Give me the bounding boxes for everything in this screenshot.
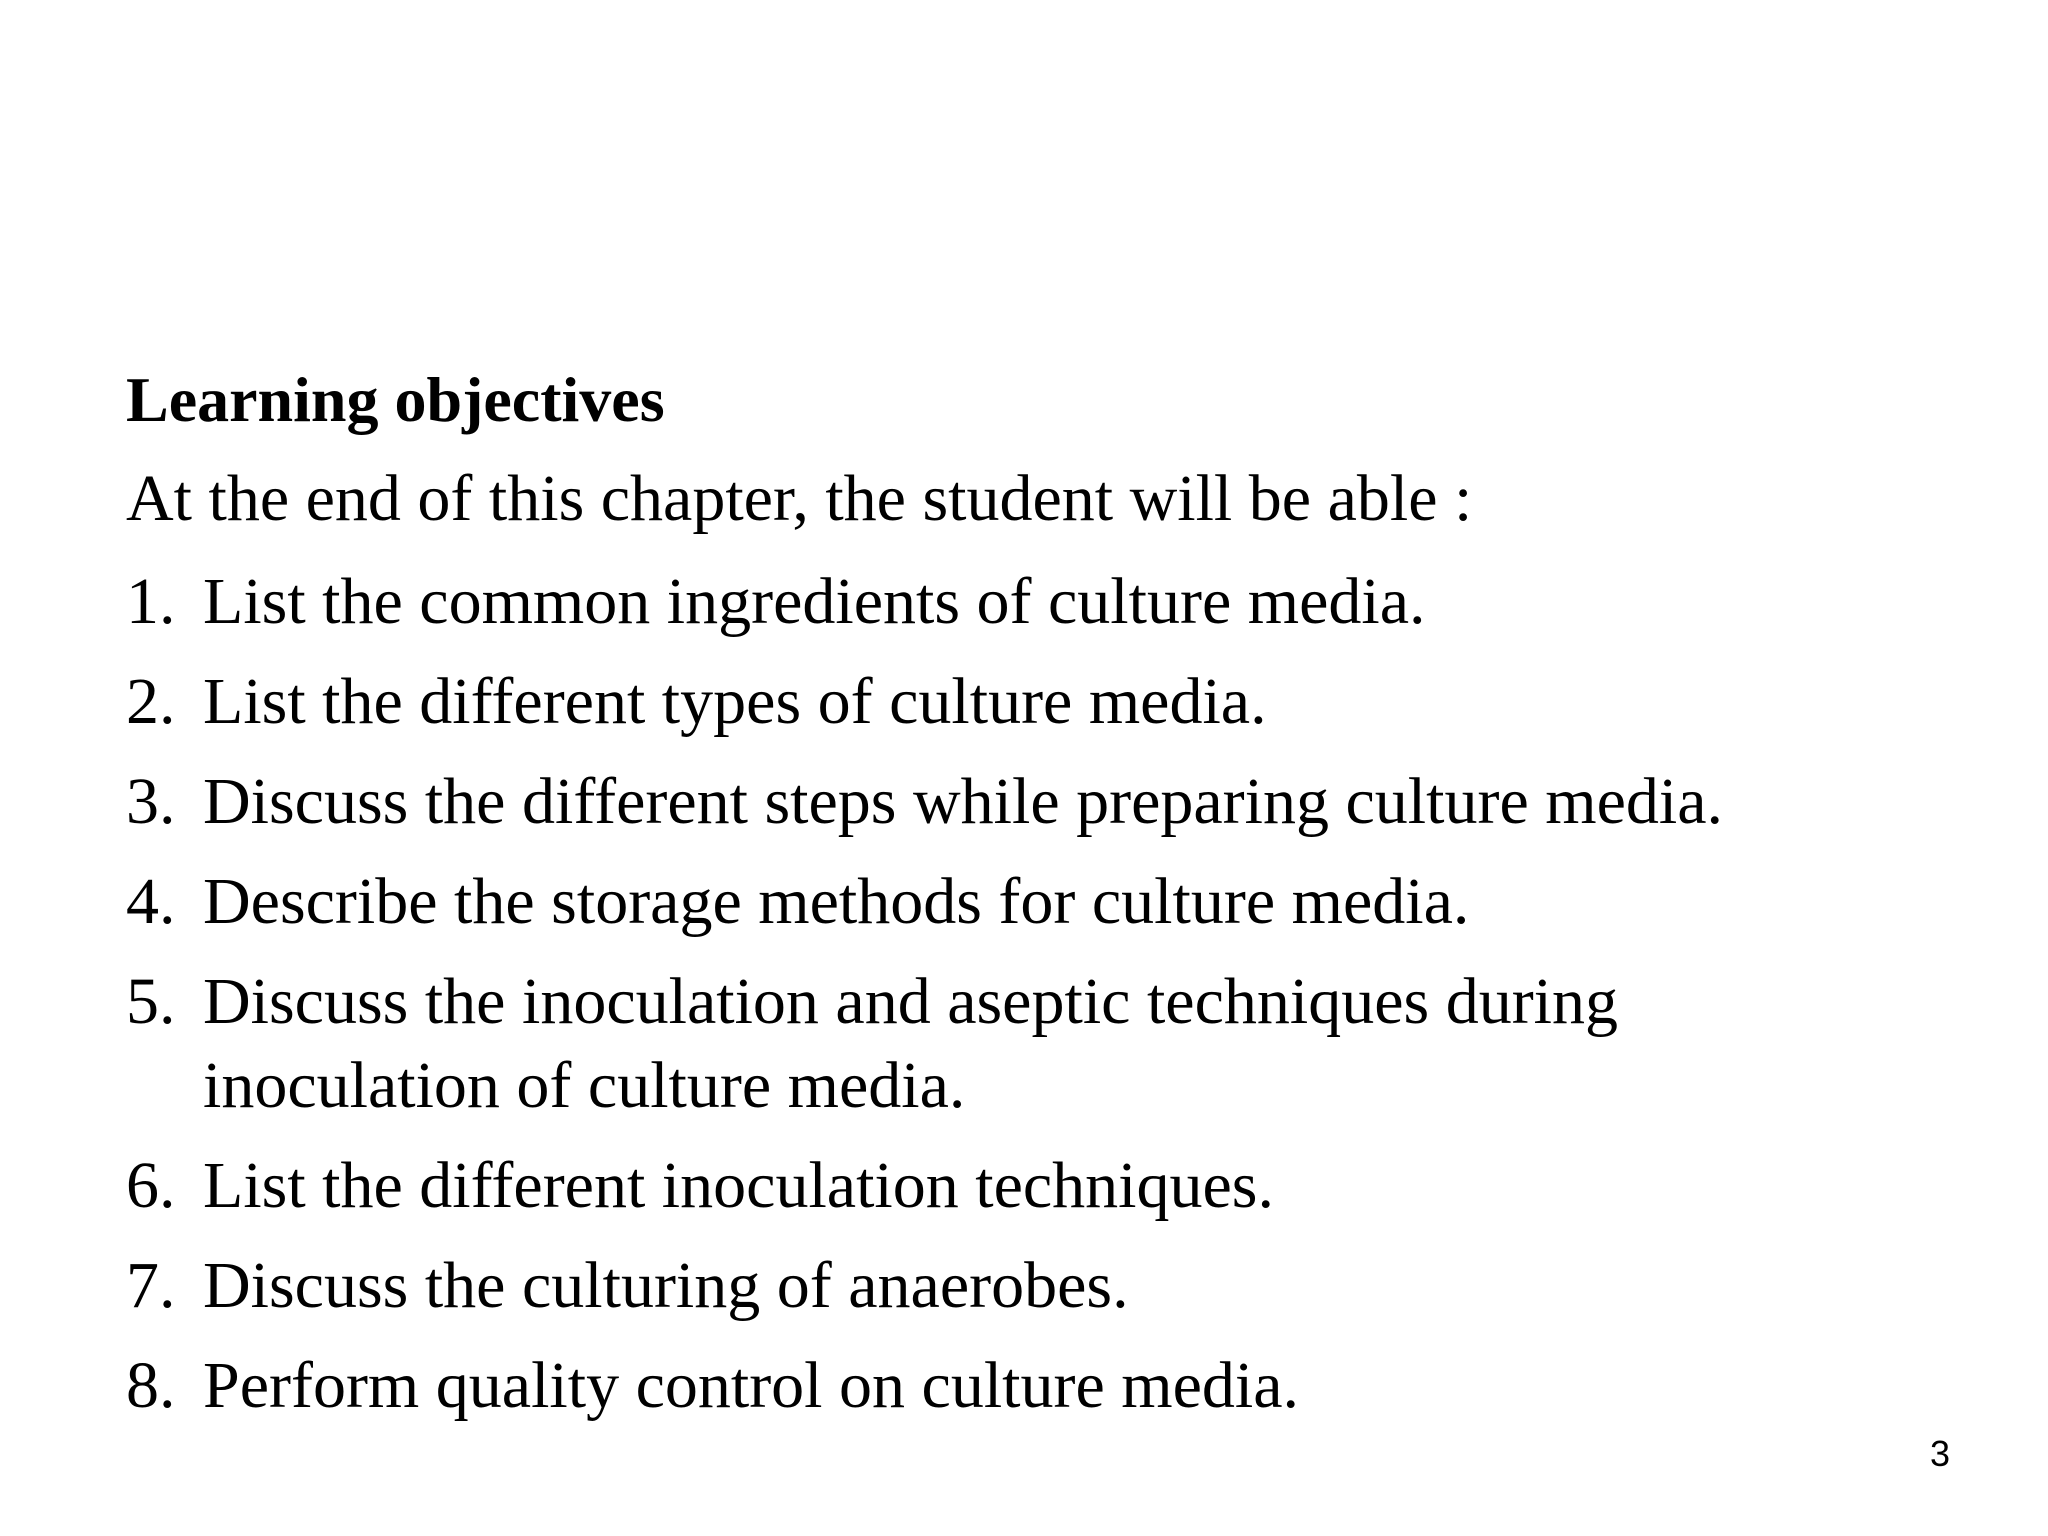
objective-item-4 bbox=[126, 860, 1946, 944]
learning-objectives-heading: Learning objectives bbox=[126, 364, 665, 435]
objective-text: Describe the storage methods for culture media. bbox=[203, 865, 1470, 938]
objective-number: 8. bbox=[126, 1349, 176, 1422]
objective-item-8 bbox=[126, 1344, 1946, 1428]
objective-text bbox=[203, 960, 1946, 1128]
objective-text: List the common ingredients of culture media. bbox=[203, 565, 1426, 638]
objective-number: 5. bbox=[126, 965, 176, 1038]
objective-item-7 bbox=[126, 1244, 1946, 1328]
objective-number: 6. bbox=[126, 1149, 176, 1222]
objective-item-6 bbox=[126, 1144, 1946, 1228]
objective-number: 7. bbox=[126, 1249, 176, 1322]
slide-content bbox=[126, 362, 1946, 1444]
objective-number: 1. bbox=[126, 565, 176, 638]
objective-text-line: Discuss the inoculation and aseptic techniques during bbox=[203, 965, 1619, 1038]
objective-number: 4. bbox=[126, 865, 176, 938]
objective-item-2 bbox=[126, 660, 1946, 744]
objective-number: 3. bbox=[126, 765, 176, 838]
objective-number: 2. bbox=[126, 665, 176, 738]
objective-text: List the different types of culture media. bbox=[203, 665, 1267, 738]
objective-text-line: inoculation of culture media. bbox=[203, 1049, 966, 1122]
objective-text: Discuss the different steps while preparing culture media. bbox=[203, 765, 1723, 838]
objective-item-3 bbox=[126, 760, 1946, 844]
objective-item-1 bbox=[126, 560, 1946, 644]
objective-item-5 bbox=[126, 960, 1946, 1128]
objective-text: List the different inoculation techniques. bbox=[203, 1149, 1274, 1222]
page-number: 3 bbox=[1929, 1433, 1950, 1474]
learning-objectives-list bbox=[126, 560, 1946, 1428]
intro-text: At the end of this chapter, the student will be able : bbox=[126, 462, 1473, 535]
objective-text: Perform quality control on culture media. bbox=[203, 1349, 1300, 1422]
objective-text: Discuss the culturing of anaerobes. bbox=[203, 1249, 1129, 1322]
